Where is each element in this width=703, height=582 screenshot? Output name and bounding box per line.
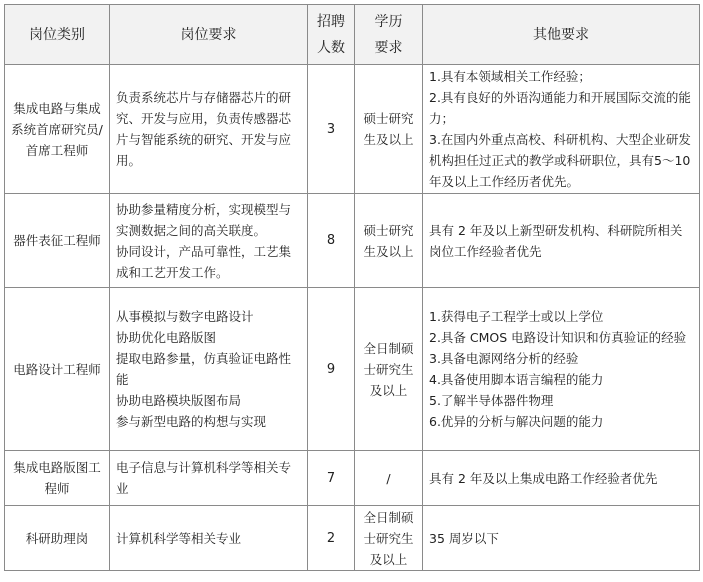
job-requirement-line: 协同设计，产品可靠性，工艺集成和工艺开发工作。 xyxy=(116,243,292,280)
job-requirement-line: 计算机科学等相关专业 xyxy=(116,530,242,546)
recruit-count: 7 xyxy=(308,451,355,506)
job-requirement-line: 从事模拟与数字电路设计 xyxy=(116,309,254,324)
job-requirement-line: 电子信息与计算机科学等相关专业 xyxy=(116,460,292,496)
table-row xyxy=(5,506,700,571)
header-education-top: 学历 xyxy=(374,13,403,30)
header-recruit-count-bottom: 人数 xyxy=(317,39,345,56)
job-requirement-line: 负责系统芯片与存储器芯片的研究、开发与应用，负责传感器芯片与智能系统的研究、开发与应用。 xyxy=(116,90,292,168)
job-category: 电路设计工程师 xyxy=(5,288,110,451)
job-category: 器件表征工程师 xyxy=(5,194,110,288)
education-requirement: 全日制硕士研究生及以上 xyxy=(355,506,423,571)
other-requirement-line: 5.了解半导体器件物理 xyxy=(429,393,554,408)
other-requirement-line: 3.在国内外重点高校、科研机构、大型企业研发机构担任过正式的教学或科研职位，具有5～10年及以上工作经历者优先。 xyxy=(429,132,691,189)
job-requirement xyxy=(110,194,308,288)
recruit-count: 2 xyxy=(308,506,355,571)
other-requirement-line: 2.具有良好的外语沟通能力和开展国际交流的能力； xyxy=(429,90,691,126)
recruit-count: 9 xyxy=(308,288,355,451)
table-row xyxy=(5,451,700,506)
header-other: 其他要求 xyxy=(423,5,700,65)
header-education-bottom: 要求 xyxy=(374,39,403,56)
header-education xyxy=(355,5,423,65)
education-requirement: 硕士研究生及以上 xyxy=(355,65,423,194)
other-requirement-line: 1.具有本领域相关工作经验； xyxy=(429,69,591,84)
job-requirement-line: 协助参量精度分析，实现模型与实测数据之间的高关联度。 xyxy=(116,201,292,238)
header-row xyxy=(5,5,700,65)
job-requirement xyxy=(110,506,308,571)
education-requirement: / xyxy=(355,451,423,506)
other-requirements xyxy=(423,194,700,288)
recruit-count: 3 xyxy=(308,65,355,194)
other-requirements xyxy=(423,451,700,506)
job-requirement-line: 提取电路参量，仿真验证电路性能 xyxy=(116,351,292,387)
job-requirement xyxy=(110,451,308,506)
other-requirement-line: 6.优异的分析与解决问题的能力 xyxy=(429,414,604,429)
job-requirement-line: 协助优化电路版图 xyxy=(116,330,217,345)
header-category: 岗位类别 xyxy=(5,5,110,65)
job-category: 集成电路与集成系统首席研究员/首席工程师 xyxy=(5,65,110,194)
table-row xyxy=(5,288,700,451)
other-requirement-line: 3.具备电源网络分析的经验 xyxy=(429,351,579,366)
job-requirement-line: 参与新型电路的构想与实现 xyxy=(116,414,267,429)
other-requirement-line: 4.具备使用脚本语言编程的能力 xyxy=(429,372,604,387)
job-category: 集成电路版图工程师 xyxy=(5,451,110,506)
recruit-count: 8 xyxy=(308,194,355,288)
header-recruit-count-top: 招聘 xyxy=(317,13,345,30)
other-requirement-line: 具有 2 年及以上集成电路工作经验者优先 xyxy=(429,470,658,486)
education-requirement: 硕士研究生及以上 xyxy=(355,194,423,288)
other-requirement-line: 具有 2 年及以上新型研发机构、科研院所相关岗位工作经验者优先 xyxy=(429,222,683,259)
other-requirement-line: 35 周岁以下 xyxy=(429,530,499,546)
other-requirements xyxy=(423,506,700,571)
header-requirement: 岗位要求 xyxy=(110,5,308,65)
job-requirement-line: 协助电路模块版图布局 xyxy=(116,393,242,408)
table-row xyxy=(5,65,700,194)
job-requirement xyxy=(110,288,308,451)
other-requirement-line: 1.获得电子工程学士或以上学位 xyxy=(429,309,604,324)
job-requirement xyxy=(110,65,308,194)
education-requirement: 全日制硕士研究生及以上 xyxy=(355,288,423,451)
header-recruit-count xyxy=(308,5,355,65)
recruitment-table xyxy=(4,4,700,571)
other-requirements xyxy=(423,65,700,194)
other-requirements xyxy=(423,288,700,451)
other-requirement-line: 2.具备 CMOS 电路设计知识和仿真验证的经验 xyxy=(429,330,687,345)
job-category: 科研助理岗 xyxy=(5,506,110,571)
table-row xyxy=(5,194,700,288)
